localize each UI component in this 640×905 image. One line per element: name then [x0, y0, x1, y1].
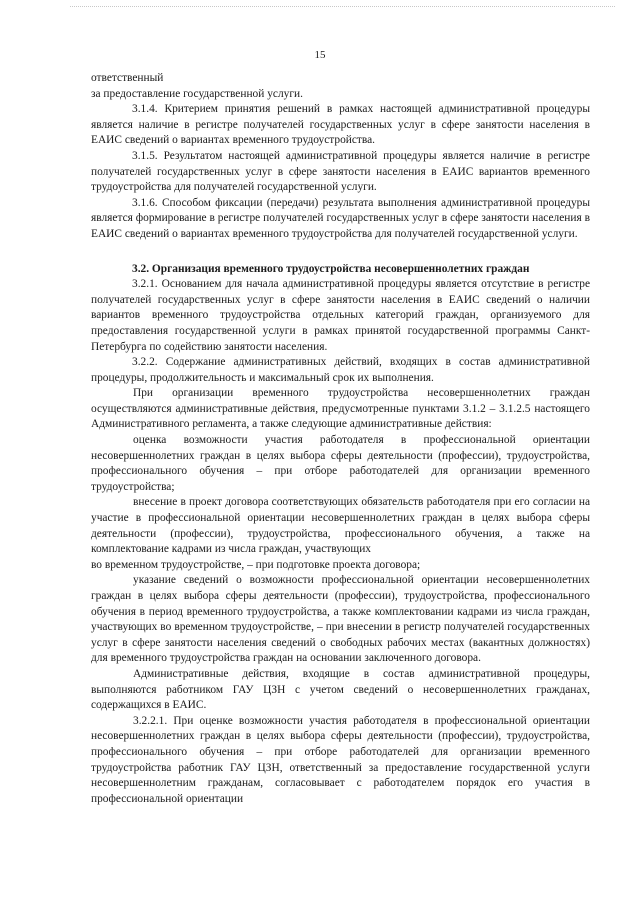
paragraph-1: ответственный: [91, 72, 164, 84]
paragraph-3-2-2: 3.2.2. Содержание административных действий, входящих в состав административной процедуры, продолжительность и максимальный срок их выполнения.: [91, 356, 590, 384]
section-heading-3-2: 3.2. Организация временного трудоустройства несовершеннолетних граждан: [132, 262, 530, 275]
page-number: 15: [314, 49, 326, 61]
scan-artifact-line: [70, 6, 615, 10]
list-item-contract-continuation: во временном трудоустройстве, – при подготовке проекта договора;: [91, 558, 421, 571]
paragraph-3-1-4: 3.1.4. Критерием принятия решений в рамках настоящей административной процедуры является наличие в регистре получателей государственных услуг в сфере занятости населения в ЕАИС сведений о вариантах временного трудоустройства.: [91, 103, 590, 147]
list-item-assessment: оценка возможности участия работодателя в профессиональной ориентации несовершеннолетних граждан в целях выбора сферы деятельности (профессии), трудоустройства, профессионального обучения – при отборе работодателей для организации временного трудоустройства;: [91, 434, 590, 493]
paragraph-admin-actions: Административные действия, входящие в состав административной процедуры, выполняются работником ГАУ ЦЗН с учетом сведений о несовершеннолетних гражданах, содержащихся в ЕАИС.: [91, 667, 590, 712]
list-item-contract: внесение в проект договора соответствующих обязательств работодателя при его согласии на участие в профессиональной ориентации несовершеннолетних граждан в целях выбора сферы деятельности (профессии), трудоустройства, профессионального обучения, а также на комплектование кадрами из числа граждан, участвующих: [91, 496, 590, 556]
document-body: [91, 71, 590, 807]
paragraph-3-2-1: 3.2.1. Основанием для начала административной процедуры является отсутствие в регистре получателей государственных услуг в сфере занятости населения в ЕАИС сведений о наличии вариантов временного трудоустройства отдельных категорий граждан, организуемого для предоставления государственной услуги в рамках принятой государственной программы Санкт-Петербурга по содействию занятости населения.: [91, 278, 590, 353]
paragraph-3-2-2-1: 3.2.2.1. При оценке возможности участия работодателя в профессиональной ориентации несовершеннолетних граждан в целях выбора сферы деятельности (профессии), трудоустройства, профессионального обучения – при отборе работодателей для организации временного трудоустройства работник ГАУ ЦЗН, ответственный за предоставление государственной услуги несовершеннолетним гражданам, согласовывает с работодателем порядок его участия в профессиональной ориентации: [91, 714, 590, 805]
paragraph-3-1-5: 3.1.5. Результатом настоящей административной процедуры является наличие в регистре получателей государственных услуг в сфере занятости населения в ЕАИС вариантов временного трудоустройства для получателей государственной услуги.: [91, 149, 590, 194]
paragraph-2: за предоставление государственной услуги.: [91, 87, 303, 100]
paragraph-organization: При организации временного трудоустройства несовершеннолетних граждан осуществляются административные действия, предусмотренные пунктами 3.1.2 – 3.1.2.5 настоящего Административного регламента, а также следующие административные действия:: [91, 387, 590, 431]
paragraph-3-1-6: 3.1.6. Способом фиксации (передачи) результата выполнения административной процедуры является формирование в регистре получателей государственных услуг в сфере занятости населения в ЕАИС сведений о вариантах временного трудоустройства для получателей государственной услуги.: [91, 196, 590, 240]
list-item-register: указание сведений о возможности профессиональной ориентации несовершеннолетних граждан в целях выбора сферы деятельности (профессии), трудоустройства, профессионального обучения в период временного трудоустройства, а также комплектовании кадрами из числа граждан, участвующих во временном трудоустройстве, – при внесении в регистр получателей государственных услуг в сфере занятости населения сведений о свободных рабочих местах (вакантных должностях) для временного трудоустройства граждан на основании заключенного договора.: [91, 574, 590, 665]
